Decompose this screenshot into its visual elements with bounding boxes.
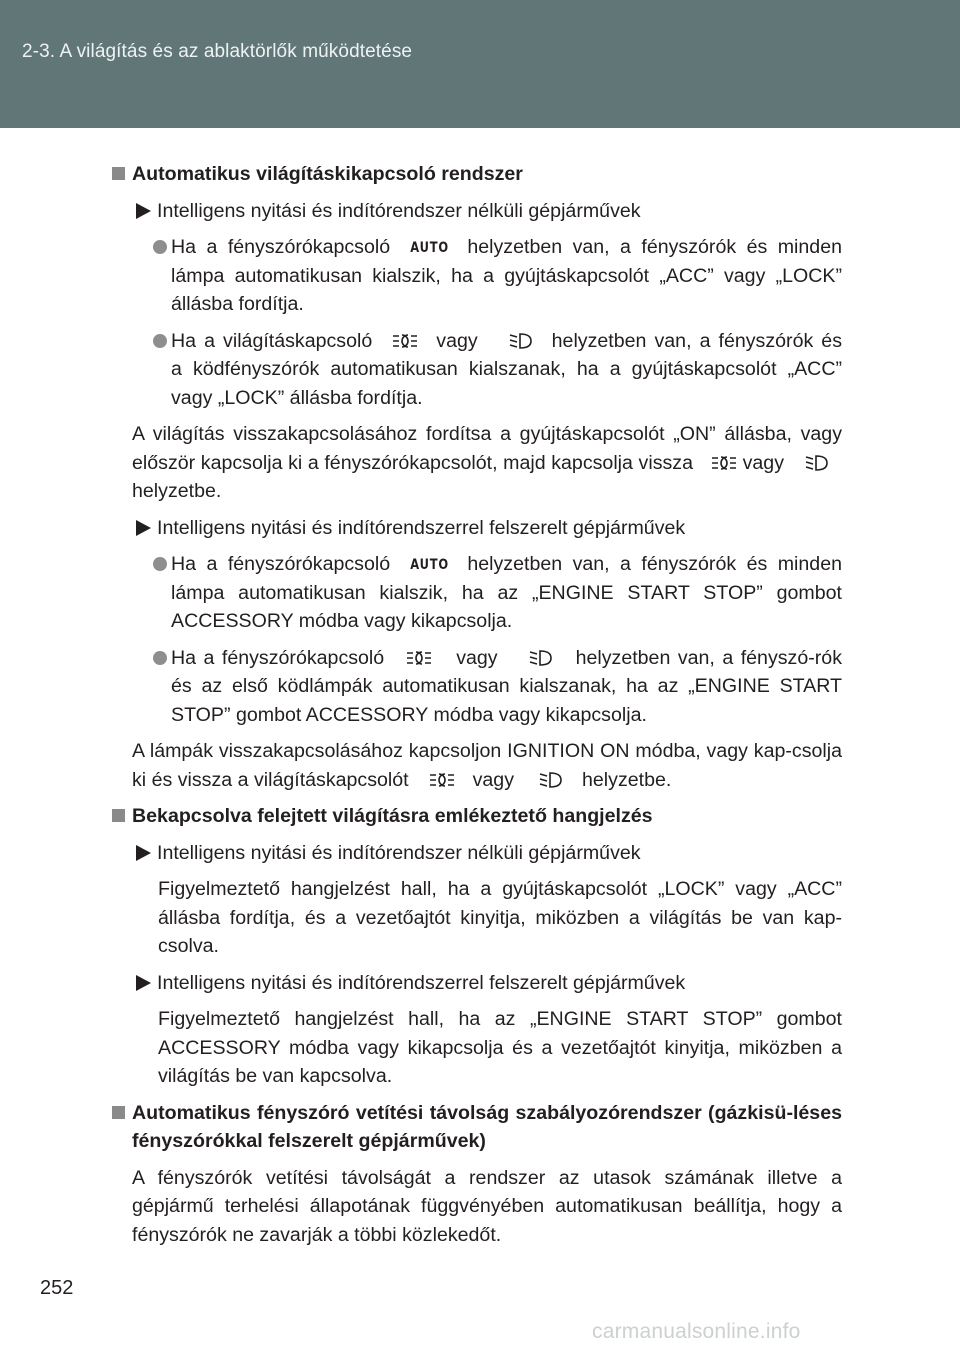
tail-light-icon <box>392 331 418 351</box>
square-marker-icon <box>112 1106 125 1119</box>
circle-bullet-icon <box>153 334 167 348</box>
tail-light-icon <box>711 453 737 473</box>
watermark: carmanualsonline.info <box>592 1320 801 1343</box>
bullet-item: Ha a fényszórókapcsoló vagy helyzetben van, a fényszó-rók és az első ködlámpák automatikusan kialszanak, ha az „ENGINE START STOP” gombot ACCESSORY módba vagy kikapcsolja. <box>112 644 842 730</box>
page-number: 252 <box>40 1277 74 1299</box>
paragraph: Figyelmeztető hangjelzést hall, ha az „ENGINE START STOP” gombot ACCESSORY módba vagy kikapcsolja és a vezetőajtót kinyitja, miközben a világítás be van kapcsolva. <box>158 1008 842 1087</box>
headlight-icon <box>538 770 564 790</box>
section-heading-auto-off: Automatikus világításkikapcsoló rendszer <box>112 160 842 189</box>
triangle-marker-icon <box>136 520 151 536</box>
subsection-with-smart-key: Intelligens nyitási és indítórendszerrel felszerelt gépjárművek <box>112 969 842 998</box>
auto-switch-icon: AUTO <box>410 240 450 256</box>
triangle-marker-icon <box>136 975 151 991</box>
circle-bullet-icon <box>153 240 167 254</box>
section-heading-leveling-system: Automatikus fényszóró vetítési távolság szabályozórendszer (gázkisü-léses fényszórókkal felszerelt gépjárművek) <box>112 1099 842 1156</box>
bullet-item: Ha a világításkapcsoló vagy helyzetben van, a fényszórók és a ködfényszórók automatikusan kialszanak, ha a gyújtáskapcsolót „ACC” vagy „LOCK” állásba fordítja. <box>112 327 842 413</box>
subsection-with-smart-key: Intelligens nyitási és indítórendszerrel felszerelt gépjárművek <box>112 514 842 543</box>
bullet-item: Ha a fényszórókapcsoló AUTO helyzetben van, a fényszórók és minden lámpa automatikusan kialszik, ha az „ENGINE START STOP” gombot ACCESSORY módba vagy kikapcsolja. <box>112 550 842 636</box>
circle-bullet-icon <box>153 651 167 665</box>
subsection-without-smart-key: Intelligens nyitási és indítórendszer nélküli gépjárművek <box>112 839 842 868</box>
section-heading-reminder-buzzer: Bekapcsolva felejtett világításra emlékeztető hangjelzés <box>112 802 842 831</box>
auto-switch-icon: AUTO <box>410 557 450 573</box>
chapter-title: 2-3. A világítás és az ablaktörlők működtetése <box>22 41 413 62</box>
square-marker-icon <box>112 167 125 180</box>
headlight-icon <box>804 453 830 473</box>
triangle-marker-icon <box>136 845 151 861</box>
paragraph: A lámpák visszakapcsolásához kapcsoljon IGNITION ON módba, vagy kap-csolja ki és vissza a világításkapcsolót vagy helyzetbe. <box>132 740 842 791</box>
headlight-icon <box>508 331 534 351</box>
page-content <box>112 160 842 1257</box>
tail-light-icon <box>406 648 432 668</box>
circle-bullet-icon <box>153 557 167 571</box>
headlight-icon <box>528 648 554 668</box>
tail-light-icon <box>429 770 455 790</box>
triangle-marker-icon <box>136 203 151 219</box>
paragraph: Figyelmeztető hangjelzést hall, ha a gyújtáskapcsolót „LOCK” vagy „ACC” állásba fordítja, és a vezetőajtót kinyitja, miközben a világítás be van kap-csolva. <box>158 878 842 957</box>
paragraph: A világítás visszakapcsolásához fordítsa a gyújtáskapcsolót „ON” állásba, vagy először kapcsolja ki a fényszórókapcsolót, majd kapcsolja vissza vagyhelyzetbe. <box>132 423 842 502</box>
chapter-header <box>0 0 960 128</box>
paragraph: A fényszórók vetítési távolságát a rendszer az utasok számának illetve a gépjármű terhelési állapotának függvényében automatikusan beállítja, hogy a fényszórók ne zavarják a többi közlekedőt. <box>132 1166 842 1246</box>
bullet-item: Ha a fényszórókapcsoló AUTO helyzetben van, a fényszórók és minden lámpa automatikusan kialszik, ha a gyújtáskapcsolót „ACC” vagy „LOCK” állásba fordítja. <box>112 233 842 319</box>
square-marker-icon <box>112 809 125 822</box>
subsection-without-smart-key: Intelligens nyitási és indítórendszer nélküli gépjárművek <box>112 197 842 226</box>
